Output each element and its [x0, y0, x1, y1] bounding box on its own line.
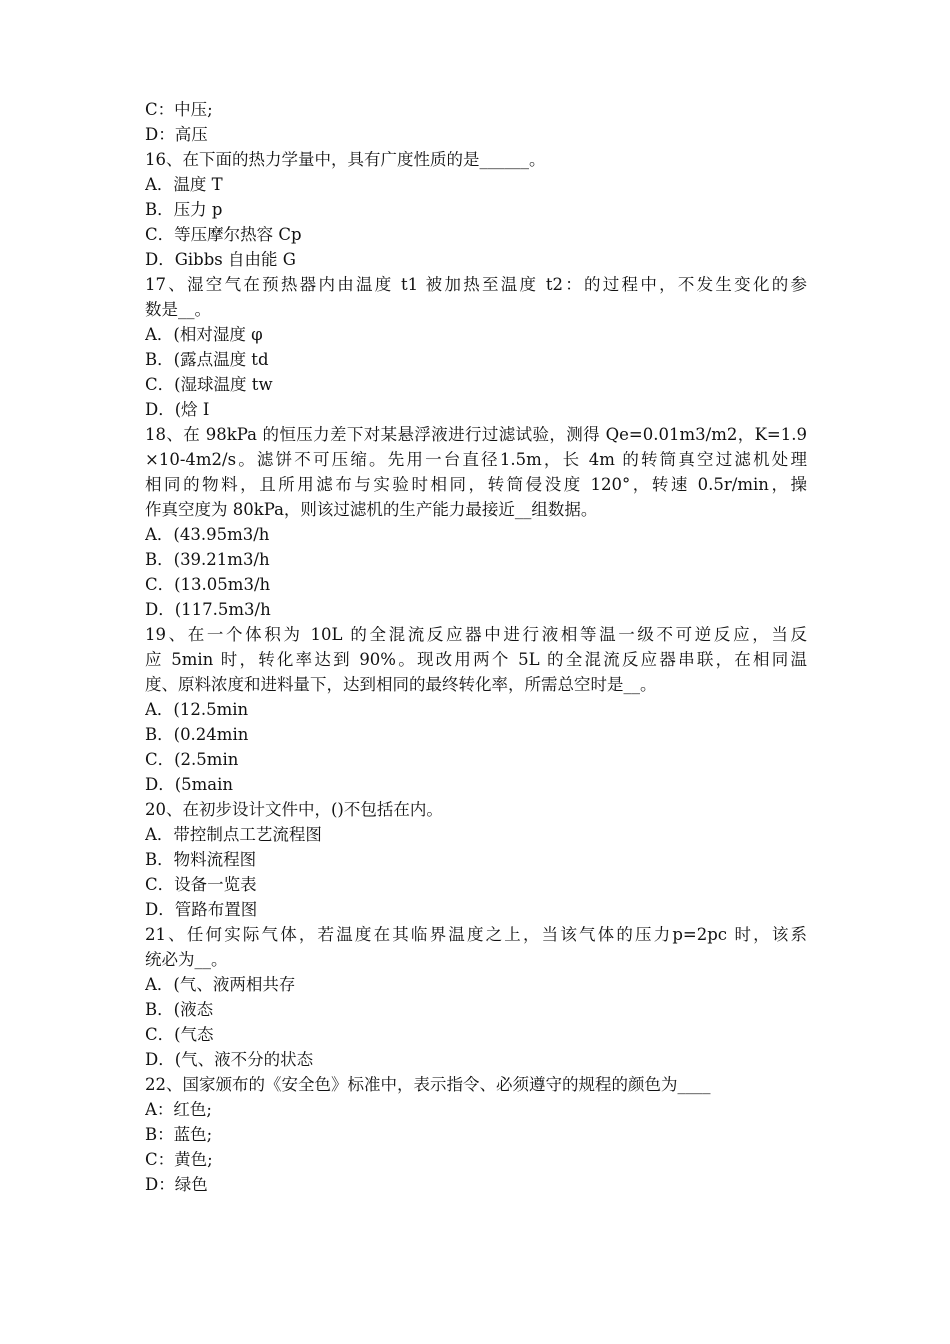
question-20-option-d: D．管路布置图 — [145, 900, 258, 919]
option-c-line: C：中压; — [145, 100, 213, 119]
question-19-stem-line-3: 度、原料浓度和进料量下，达到相同的最终转化率，所需总空时是__。 — [145, 675, 657, 694]
question-17-option-d: D．(焓 I — [145, 400, 210, 419]
question-20-option-c: C．设备一览表 — [145, 875, 257, 894]
question-20-option-a: A．带控制点工艺流程图 — [145, 825, 322, 844]
question-20-stem: 20、在初步设计文件中，()不包括在内。 — [145, 800, 443, 819]
question-18-stem-line-2: ×10-4m2/s。滤饼不可压缩。先用一台直径1.5m，长 4m 的转筒真空过滤机处理 — [145, 450, 807, 469]
question-16-option-b: B．压力 p — [145, 200, 223, 219]
question-19-option-a: A．(12.5min — [145, 700, 249, 719]
question-21-option-d: D．(气、液不分的状态 — [145, 1050, 314, 1069]
option-d-line: D：高压 — [145, 125, 208, 144]
question-21-option-a: A．(气、液两相共存 — [145, 975, 296, 994]
question-19-stem-line-2: 应 5min 时，转化率达到 90%。现改用两个 5L 的全混流反应器串联，在相同温 — [145, 650, 807, 669]
question-18-option-a: A．(43.95m3/h — [145, 525, 270, 544]
question-18-option-d: D．(117.5m3/h — [145, 600, 271, 619]
question-19-option-b: B．(0.24min — [145, 725, 249, 744]
question-18-stem-line-3: 相同的物料，且所用滤布与实验时相同，转筒侵没度 120°，转速 0.5r/min，操 — [145, 475, 807, 494]
question-22-stem: 22、国家颁布的《安全色》标准中，表示指令、必须遵守的规程的颜色为____ — [145, 1075, 711, 1094]
question-17-option-c: C．(湿球温度 tw — [145, 375, 273, 394]
question-18-option-b: B．(39.21m3/h — [145, 550, 270, 569]
question-21-stem-line-1: 21、任何实际气体，若温度在其临界温度之上，当该气体的压力p=2pc 时，该系 — [145, 925, 807, 944]
question-19-option-c: C．(2.5min — [145, 750, 239, 769]
question-22-option-b: B：蓝色; — [145, 1125, 213, 1144]
question-18-stem-line-4: 作真空度为 80kPa，则该过滤机的生产能力最接近__组数据。 — [145, 500, 598, 519]
question-16-option-d: D．Gibbs 自由能 G — [145, 250, 296, 269]
question-20-option-b: B．物料流程图 — [145, 850, 257, 869]
question-21-stem-line-2: 统必为__。 — [145, 950, 228, 969]
question-22-option-a: A：红色; — [145, 1100, 212, 1119]
question-19-option-d: D．(5main — [145, 775, 234, 794]
question-22-option-c: C：黄色; — [145, 1150, 213, 1169]
question-16-option-c: C．等压摩尔热容 Cp — [145, 225, 302, 244]
question-21-option-b: B．(液态 — [145, 1000, 214, 1019]
question-22-option-d: D：绿色 — [145, 1175, 208, 1194]
question-17-option-a: A．(相对湿度 φ — [145, 325, 263, 344]
document-page — [145, 97, 807, 1197]
question-19-stem-line-1: 19、在一个体积为 10L 的全混流反应器中进行液相等温一级不可逆反应，当反 — [145, 625, 807, 644]
question-17-option-b: B．(露点温度 td — [145, 350, 269, 369]
question-21-option-c: C．(气态 — [145, 1025, 214, 1044]
question-17-stem-line-1: 17、湿空气在预热器内由温度 t1 被加热至温度 t2：的过程中，不发生变化的参 — [145, 275, 807, 294]
question-17-stem-line-2: 数是__。 — [145, 300, 211, 319]
question-16-option-a: A．温度 T — [145, 175, 223, 194]
question-18-stem-line-1: 18、在 98kPa 的恒压力差下对某悬浮液进行过滤试验，测得 Qe=0.01m3/m2，K=1.9 — [145, 425, 807, 444]
question-18-option-c: C．(13.05m3/h — [145, 575, 271, 594]
question-16-stem: 16、在下面的热力学量中，具有广度性质的是______。 — [145, 150, 546, 169]
